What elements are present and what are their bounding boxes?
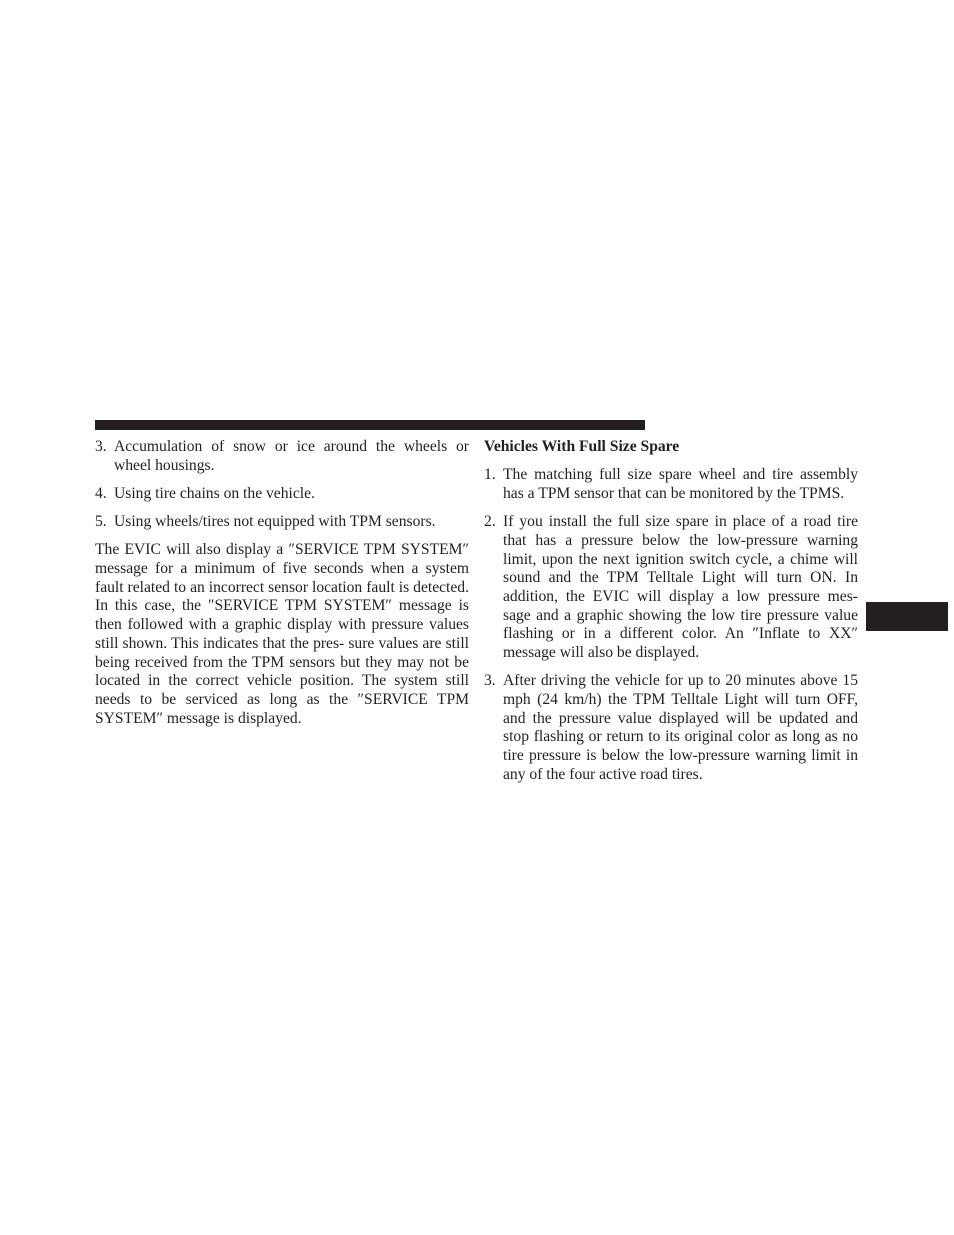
chapter-thumb-tab <box>866 602 948 631</box>
list-item <box>95 485 469 504</box>
list-item <box>484 466 858 503</box>
left-column <box>95 438 469 744</box>
list-item-number: 5. <box>95 513 107 531</box>
section-heading: Vehicles With Full Size Spare <box>484 438 680 455</box>
right-column <box>484 438 858 784</box>
list-item <box>95 513 469 532</box>
list-item <box>484 672 858 784</box>
list-item <box>95 438 469 475</box>
list-item-text: The matching full size spare wheel and tire assembly has a TPM sensor that can be monitored by the TPMS. <box>503 466 858 502</box>
list-item-number: 4. <box>95 484 107 502</box>
list-item-text: Using tire chains on the vehicle. <box>114 484 315 502</box>
list-item-text: Accumulation of snow or ice around the wheels or wheel housings. <box>114 438 469 474</box>
list-item-text: If you install the full size spare in place of a road tire that has a pressure below the low-pressure warning limit, upon the next ignition switch cycle, a chime will sound and the TPM Telltale Light will turn ON. In addition, the EVIC will display a low pressure mes- sage and a graphic showing the low tire pressure value flashing or in a different color. An ″Inflate to XX″ message will also be displayed. <box>503 513 858 662</box>
list-item-text: Using wheels/tires not equipped with TPM sensors. <box>114 513 436 531</box>
list-item-number: 2. <box>484 513 496 531</box>
body-paragraph: The EVIC will also display a ″SERVICE TPM SYSTEM″ message for a minimum of five seconds when a system fault related to an incorrect sensor location fault is detected. In this case, the ″SERVICE TPM SYSTEM″ message is then followed with a graphic display with pressure values still shown. This indicates that the pres- sure values are still being received from the TPM sensors but they may not be located in the correct vehicle position. The system still needs to be serviced as long as the ″SERVICE TPM SYSTEM″ message is displayed. <box>95 541 469 727</box>
list-item-number: 3. <box>484 672 496 690</box>
section-header-bar <box>95 420 645 430</box>
list-item-text: After driving the vehicle for up to 20 minutes above 15 mph (24 km/h) the TPM Telltale Light will turn OFF, and the pressure value displayed will be updated and stop flashing or return to its original color as long as no tire pressure is below the low-pressure warning limit in any of the four active road tires. <box>503 672 858 783</box>
list-item <box>484 513 858 663</box>
list-item-number: 3. <box>95 438 107 455</box>
list-item-number: 1. <box>484 466 496 484</box>
